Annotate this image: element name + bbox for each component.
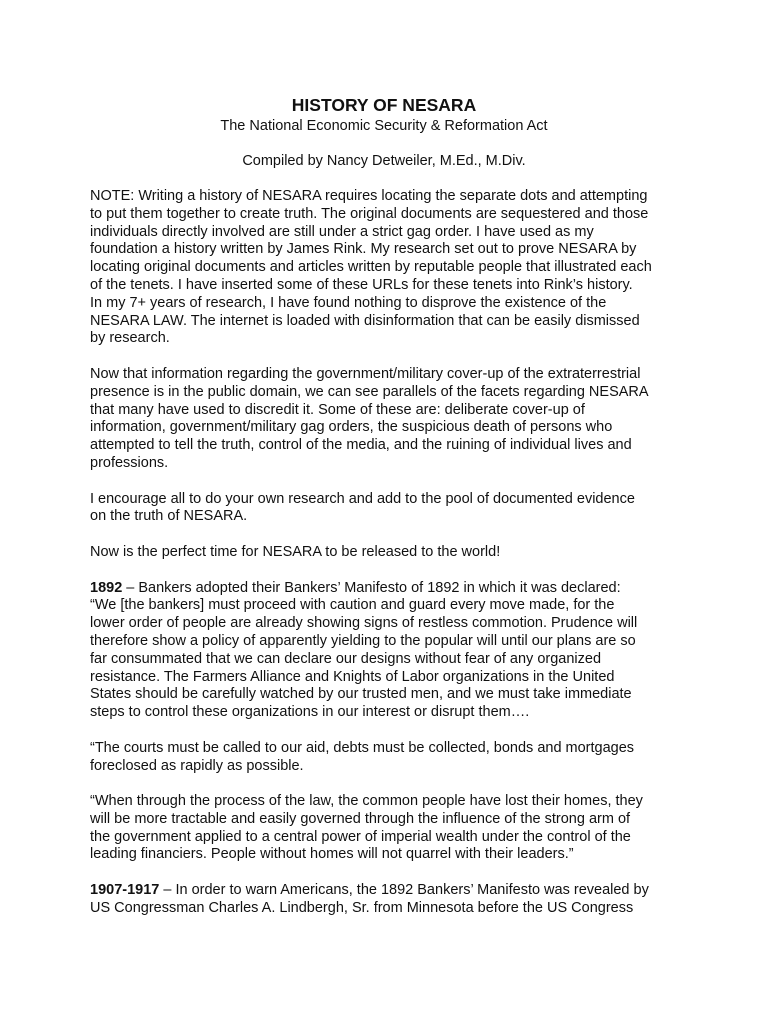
text-line: therefore show a policy of apparently yielding to the popular will until our plans are so bbox=[90, 632, 636, 649]
text-line: locating original documents and articles written by reputable people that illustrated each bbox=[90, 259, 652, 276]
entry-year: 1907-1917 bbox=[90, 882, 160, 899]
text-line: States should be carefully watched by our trusted men, and we must take immediate bbox=[90, 686, 632, 703]
text-line: In my 7+ years of research, I have found nothing to disprove the existence of the bbox=[90, 294, 607, 311]
text-line: lower order of people are already showing signs of restless commotion. Prudence will bbox=[90, 615, 638, 632]
compiled-by-line: Compiled by Nancy Detweiler, M.Ed., M.Div. bbox=[242, 153, 526, 169]
text-line: steps to control these organizations in our interest or disrupt them…. bbox=[90, 704, 530, 721]
text-line: NESARA LAW. The internet is loaded with disinformation that can be easily dismissed bbox=[90, 312, 640, 329]
text-line: foreclosed as rapidly as possible. bbox=[90, 757, 304, 774]
text-line: I encourage all to do your own research and add to the pool of documented evidence bbox=[90, 490, 635, 507]
text-line: US Congressman Charles A. Lindbergh, Sr. from Minnesota before the US Congress bbox=[90, 899, 634, 916]
text-line: foundation a history written by James Rink. My research set out to prove NESARA by bbox=[90, 241, 637, 258]
text-line: on the truth of NESARA. bbox=[90, 508, 248, 525]
text-line: of the tenets. I have inserted some of these URLs for these tenets into Rink’s history. bbox=[90, 276, 633, 293]
entry-1892-paragraph bbox=[90, 580, 690, 722]
text-line: far consummated that we can declare our designs without fear of any organized bbox=[90, 650, 602, 667]
text-line: individuals directly involved are still under a strict gag order. I have used as my bbox=[90, 223, 594, 240]
document-subtitle: The National Economic Security & Reformation Act bbox=[220, 118, 548, 134]
entry-first-line bbox=[90, 882, 690, 900]
entry-text: – In order to warn Americans, the 1892 Bankers’ Manifesto was revealed by bbox=[159, 882, 649, 899]
text-line: leading financiers. People without homes will not quarrel with their leaders.” bbox=[90, 846, 574, 863]
perfect-time-paragraph bbox=[90, 544, 690, 562]
text-line: professions. bbox=[90, 454, 169, 471]
text-line: information, government/military gag orders, the suspicious death of persons who bbox=[90, 419, 613, 436]
entry-first-line bbox=[90, 580, 690, 598]
text-line: that many have used to discredit it. Some of these are: deliberate cover-up of bbox=[90, 401, 585, 418]
entry-text: – Bankers adopted their Bankers’ Manifesto of 1892 in which it was declared: bbox=[122, 579, 621, 596]
entry-year: 1892 bbox=[90, 579, 123, 596]
text-line: “When through the process of the law, the common people have lost their homes, they bbox=[90, 793, 643, 810]
text-line: attempted to tell the truth, control of the media, and the ruining of individual lives and bbox=[90, 437, 632, 454]
text-line: Now that information regarding the government/military cover-up of the extraterrestrial bbox=[90, 365, 641, 382]
encourage-paragraph bbox=[90, 491, 690, 527]
text-line: Now is the perfect time for NESARA to be released to the world! bbox=[90, 543, 501, 560]
text-line: resistance. The Farmers Alliance and Knights of Labor organizations in the United bbox=[90, 668, 615, 685]
note-paragraph bbox=[90, 188, 690, 348]
courts-paragraph bbox=[90, 740, 690, 776]
text-line: “We [the bankers] must proceed with caution and guard every move made, for the bbox=[90, 597, 615, 614]
coverup-paragraph bbox=[90, 366, 690, 473]
text-line: NOTE: Writing a history of NESARA requires locating the separate dots and attempting bbox=[90, 188, 648, 204]
text-line: the government applied to a central power of imperial wealth under the control of the bbox=[90, 828, 631, 845]
text-line: to put them together to create truth. The original documents are sequestered and those bbox=[90, 205, 649, 222]
text-line: presence is in the public domain, we can see parallels of the facets regarding NESARA bbox=[90, 383, 649, 400]
document-title: HISTORY OF NESARA bbox=[291, 95, 477, 115]
text-line: will be more tractable and easily governed through the influence of the strong arm of bbox=[90, 810, 631, 827]
text-line: by research. bbox=[90, 330, 170, 347]
entry-1907-paragraph bbox=[90, 882, 690, 918]
text-line: “The courts must be called to our aid, debts must be collected, bonds and mortgages bbox=[90, 739, 635, 756]
document-body bbox=[90, 188, 690, 935]
homes-paragraph bbox=[90, 793, 690, 864]
